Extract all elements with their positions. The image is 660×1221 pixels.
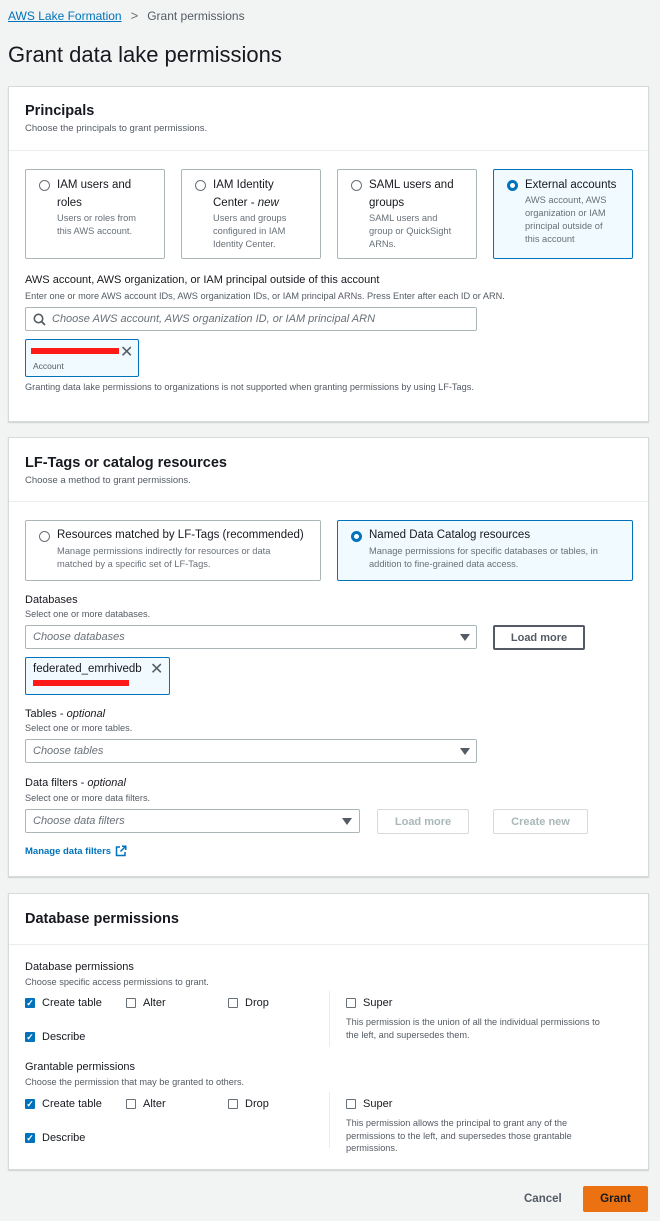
checkbox-unchecked-icon [126, 1099, 136, 1109]
checkbox-grantable-alter[interactable]: Alter [126, 1098, 166, 1110]
radio-named-resources[interactable] [351, 531, 362, 542]
load-more-databases-button[interactable]: Load more [493, 625, 585, 650]
option-named-resources[interactable] [337, 520, 633, 581]
principals-title: Principals [25, 103, 95, 119]
redacted-account-id [31, 348, 119, 354]
databases-placeholder: Choose databases [33, 631, 125, 643]
lf-tags-note: Granting data lake permissions to organizations is not supported when granting permissions by using LF-Tags. [25, 382, 474, 392]
tables-label: Tables - optional [25, 708, 106, 720]
principal-option-iam-users[interactable] [25, 169, 165, 259]
page-title: Grant data lake permissions [8, 42, 282, 67]
checkbox-grantable-create-table[interactable]: ✓ Create table [26, 1098, 102, 1110]
databases-label: Databases [25, 594, 78, 606]
database-permissions-description: Choose specific access permissions to grant. [25, 977, 209, 987]
checkbox-grantable-super[interactable]: Super [346, 1098, 392, 1110]
checkbox-grantable-describe[interactable]: ✓ Describe [26, 1132, 86, 1144]
checkbox-unchecked-icon [346, 1099, 356, 1109]
grantable-super-description: This permission allows the principal to grant any of the permissions to the left, and supersedes those grantable permissions. [346, 1118, 572, 1153]
checkbox-grantable-drop[interactable]: Drop [228, 1098, 269, 1110]
option-description: Users and groups configured in IAM Identity Center. [213, 213, 287, 249]
option-label: Resources matched by LF-Tags (recommended) [57, 529, 304, 541]
manage-data-filters-link[interactable] [25, 845, 127, 857]
option-description: Manage permissions for specific databases or tables, in addition to fine-grained data access. [369, 546, 598, 569]
breadcrumb-lake-formation-link[interactable]: AWS Lake Formation [8, 8, 122, 23]
checkbox-unchecked-icon [126, 998, 136, 1008]
principal-option-identity-center[interactable] [181, 169, 321, 259]
caret-down-icon [460, 748, 470, 755]
database-permissions-panel [8, 893, 649, 1170]
caret-down-icon [460, 634, 470, 641]
data-filters-placeholder: Choose data filters [33, 815, 125, 827]
lf-tags-description: Choose a method to grant permissions. [25, 475, 191, 486]
option-description: Manage permissions indirectly for resources or data matched by a specific set of LF-Tags. [57, 546, 271, 569]
databases-description: Select one or more databases. [25, 609, 151, 619]
redacted-catalog-id [33, 680, 129, 686]
create-new-filter-button[interactable]: Create new [493, 809, 588, 834]
checkbox-unchecked-icon [346, 998, 356, 1008]
checkbox-super[interactable]: Super [346, 997, 392, 1009]
lf-tags-title: LF-Tags or catalog resources [25, 455, 227, 471]
database-permissions-title: Database permissions [25, 911, 179, 927]
radio-lf-tags[interactable] [39, 531, 50, 542]
manage-data-filters-label: Manage data filters [25, 845, 112, 857]
principals-panel [8, 86, 649, 422]
principals-description: Choose the principals to grant permissions. [25, 123, 208, 134]
tables-description: Select one or more tables. [25, 723, 133, 733]
checkbox-unchecked-icon [228, 1099, 238, 1109]
external-principal-label: AWS account, AWS organization, or IAM principal outside of this account [25, 274, 380, 286]
account-token [25, 339, 139, 377]
option-description: Users or roles from this AWS account. [57, 213, 137, 236]
option-label: IAM users and roles [57, 179, 132, 209]
database-permissions-label: Database permissions [25, 961, 134, 973]
search-placeholder: Choose AWS account, AWS organization ID, or IAM principal ARN [52, 313, 376, 325]
checkbox-unchecked-icon [228, 998, 238, 1008]
principal-option-saml[interactable] [337, 169, 477, 259]
divider [9, 501, 648, 502]
tables-select[interactable] [25, 739, 477, 763]
grantable-permissions-description: Choose the permission that may be granted to others. [25, 1077, 245, 1087]
option-description: AWS account, AWS organization or IAM principal outside of this account [525, 195, 607, 244]
search-icon [33, 313, 46, 326]
grant-button[interactable]: Grant [583, 1186, 648, 1212]
remove-token-icon[interactable]: ✕ [120, 344, 134, 361]
database-token [25, 657, 170, 695]
remove-token-icon[interactable]: ✕ [150, 661, 164, 678]
divider [9, 944, 648, 945]
divider [9, 150, 648, 151]
checkbox-checked-icon: ✓ [26, 1099, 34, 1109]
databases-select[interactable] [25, 625, 477, 649]
radio-iam-users[interactable] [39, 180, 50, 191]
principal-search-input[interactable] [25, 307, 477, 331]
load-more-filters-button[interactable]: Load more [377, 809, 469, 834]
option-label: IAM Identity Center - new [213, 179, 279, 209]
cancel-button[interactable]: Cancel [524, 1193, 562, 1205]
database-token-name: federated_emrhivedb [33, 663, 142, 675]
divider [329, 1092, 330, 1148]
chevron-right-icon: > [130, 8, 139, 23]
breadcrumb [8, 8, 245, 23]
tables-placeholder: Choose tables [33, 745, 104, 757]
data-filters-select[interactable] [25, 809, 360, 833]
checkbox-create-table[interactable]: ✓ Create table [26, 997, 102, 1009]
external-principal-description: Enter one or more AWS account IDs, AWS organization IDs, or IAM principal ARNs. Press Enter after each ID or ARN. [25, 291, 505, 301]
breadcrumb-current: Grant permissions [147, 8, 245, 23]
checkbox-checked-icon: ✓ [26, 1032, 34, 1042]
super-description: This permission is the union of all the individual permissions to the left, and supersedes them. [346, 1017, 600, 1040]
option-label: External accounts [525, 179, 617, 191]
checkbox-alter[interactable]: Alter [126, 997, 166, 1009]
checkbox-drop[interactable]: Drop [228, 997, 269, 1009]
option-label: Named Data Catalog resources [369, 529, 531, 541]
radio-external-accounts[interactable] [507, 180, 518, 191]
data-filters-description: Select one or more data filters. [25, 793, 151, 803]
radio-saml[interactable] [351, 180, 362, 191]
principal-option-external-accounts[interactable] [493, 169, 633, 259]
option-label: SAML users and groups [369, 179, 454, 209]
option-lf-tags[interactable] [25, 520, 321, 581]
checkbox-checked-icon: ✓ [26, 1133, 34, 1143]
caret-down-icon [342, 818, 352, 825]
lf-tags-panel [8, 437, 649, 877]
option-description: SAML users and group or QuickSight ARNs. [369, 213, 452, 249]
checkbox-describe[interactable]: ✓ Describe [26, 1031, 86, 1043]
divider [329, 991, 330, 1047]
external-link-icon [115, 845, 127, 857]
checkbox-checked-icon: ✓ [26, 998, 34, 1008]
radio-identity-center[interactable] [195, 180, 206, 191]
grantable-permissions-label: Grantable permissions [25, 1061, 136, 1073]
token-type: Account [33, 361, 64, 371]
data-filters-label: Data filters - optional [25, 777, 126, 789]
